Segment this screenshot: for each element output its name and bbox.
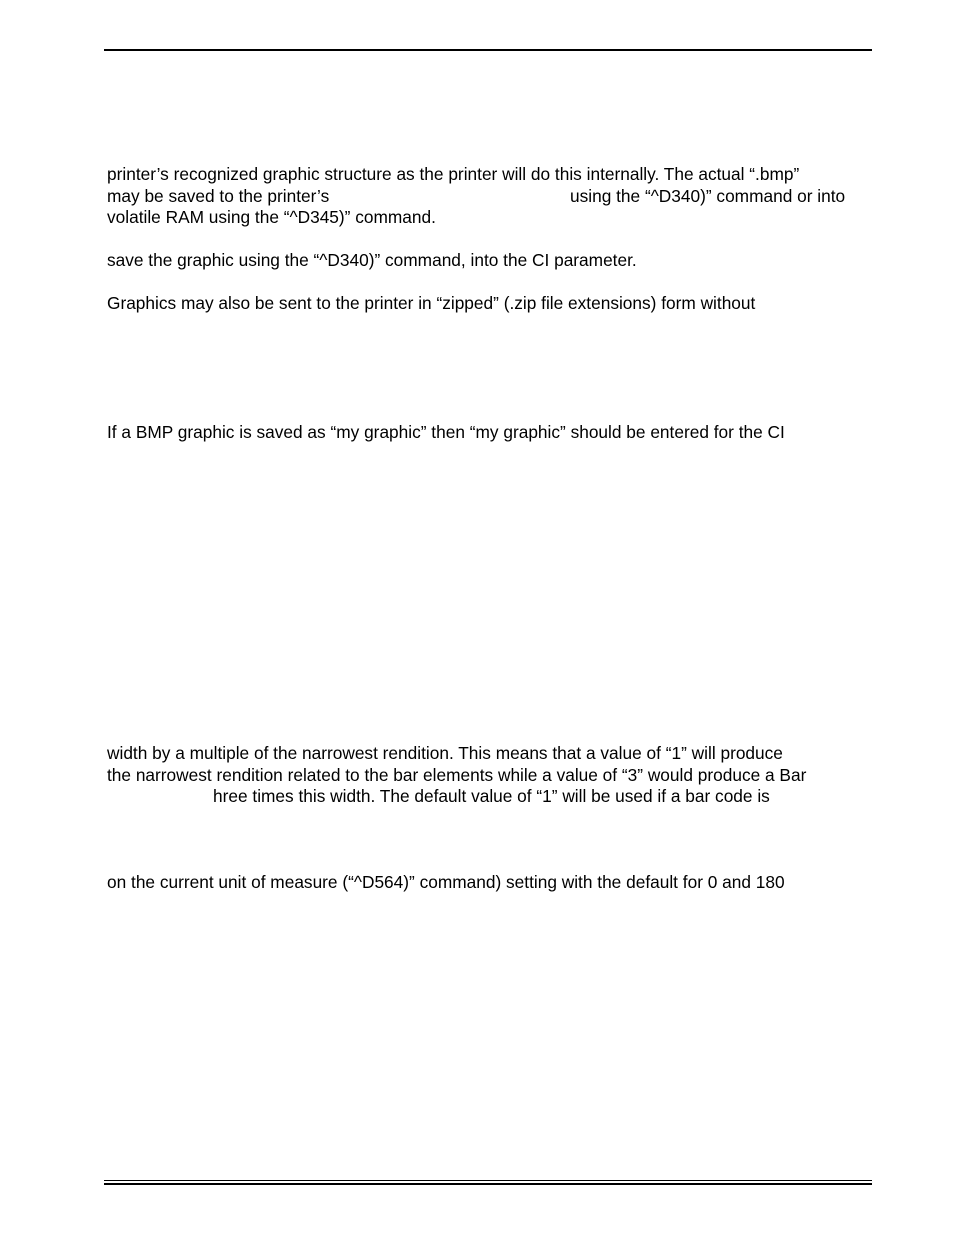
text-line: If a BMP graphic is saved as “my graphic” then “my graphic” should be entered for the CI (107, 422, 785, 442)
text-line: using the “^D340)” command or into (570, 186, 846, 206)
text-line: volatile RAM using the “^D345)” command. (107, 207, 436, 227)
text-line: may be saved to the printer’s (107, 186, 330, 206)
text-line: width by a multiple of the narrowest rendition. This means that a value of “1” will produce (107, 743, 783, 763)
text-line: on the current unit of measure (“^D564)” command) setting with the default for 0 and 180 (107, 872, 785, 892)
text-line: hree times this width. The default value of “1” will be used if a bar code is (213, 786, 770, 806)
text-line: Graphics may also be sent to the printer in “zipped” (.zip file extensions) form without (107, 293, 756, 313)
text-line: save the graphic using the “^D340)” command, into the CI parameter. (107, 250, 637, 270)
text-line: the narrowest rendition related to the bar elements while a value of “3” would produce a Bar (107, 765, 807, 785)
text-line: printer’s recognized graphic structure as the printer will do this internally. The actual “.bmp” (107, 164, 800, 184)
header-rule (104, 49, 872, 51)
footer-rule (104, 1180, 872, 1185)
